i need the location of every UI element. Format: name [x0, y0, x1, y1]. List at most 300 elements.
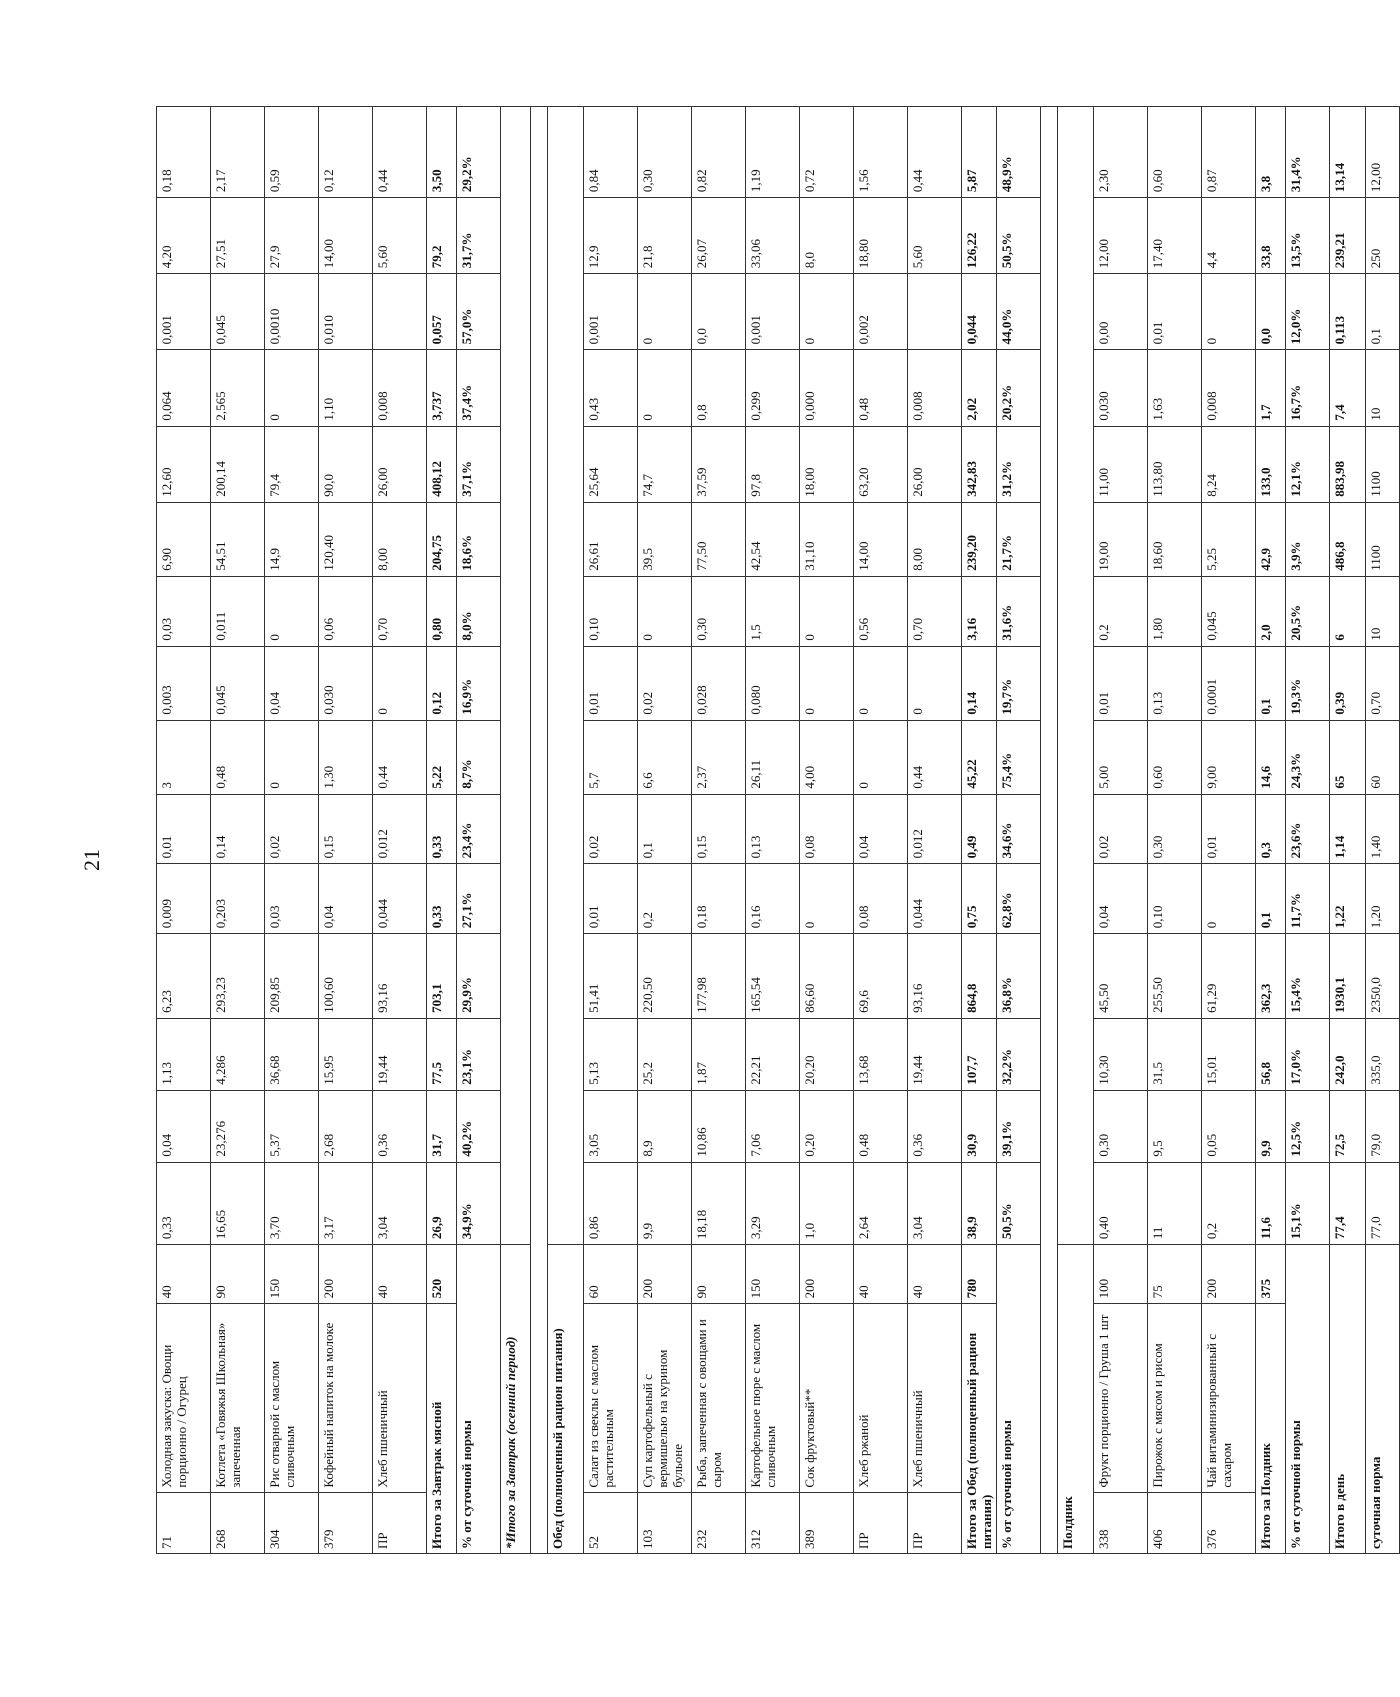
total-value-cell: 0,33 — [427, 864, 457, 934]
nutrient-value-cell: 0,02 — [1094, 794, 1148, 864]
nutrient-value-cell: 3,17 — [319, 1162, 373, 1245]
nutrient-value-cell: 16,65 — [211, 1162, 265, 1245]
recipe-number-cell: 389 — [800, 1492, 854, 1553]
percent-value-cell: 8,7% — [457, 720, 501, 794]
total-value-cell: 864,8 — [962, 934, 997, 1019]
nutrient-value-cell: 120,40 — [319, 502, 373, 576]
nutrient-value-cell: 0,59 — [265, 107, 319, 198]
daily-norm-value-cell: 10 — [1366, 576, 1400, 646]
nutrient-value-cell: 39,5 — [638, 502, 692, 576]
nutrient-value-cell: 10,30 — [1094, 1018, 1148, 1090]
daily-norm-value-cell: 1100 — [1366, 426, 1400, 502]
section-heading-empty-cell — [1058, 107, 1094, 1245]
nutrient-value-cell: 27,9 — [265, 198, 319, 274]
nutrient-value-cell: 0,44 — [373, 720, 427, 794]
nutrient-value-cell: 5,25 — [1202, 502, 1256, 576]
total-label: Итого за Завтрак мясной — [427, 1304, 457, 1554]
nutrient-value-cell: 0,04 — [265, 646, 319, 720]
recipe-number-cell: ПР — [908, 1492, 962, 1553]
nutrient-value-cell — [373, 274, 427, 350]
nutrient-value-cell: 21,8 — [638, 198, 692, 274]
total-value-cell: 126,22 — [962, 198, 997, 274]
total-value-cell: 30,9 — [962, 1090, 997, 1162]
nutrient-value-cell: 14,00 — [854, 502, 908, 576]
nutrient-value-cell: 90,0 — [319, 426, 373, 502]
percent-value-cell: 27,1% — [457, 864, 501, 934]
nutrient-value-cell: 0,30 — [638, 107, 692, 198]
nutrient-value-cell: 0 — [908, 646, 962, 720]
percent-value-cell: 8,0% — [457, 576, 501, 646]
total-value-cell: 1,7 — [1256, 350, 1286, 426]
nutrient-value-cell: 18,00 — [800, 426, 854, 502]
recipe-number-cell: 232 — [692, 1492, 746, 1553]
nutrient-value-cell: 1,56 — [854, 107, 908, 198]
table-row — [373, 107, 427, 1554]
percent-row — [1286, 107, 1330, 1554]
dish-name-cell: Картофельное пюре с маслом сливочным — [746, 1304, 800, 1492]
day-total-value-cell: 1,22 — [1330, 864, 1366, 934]
nutrient-value-cell: 0,10 — [584, 576, 638, 646]
nutrient-value-cell: 0,48 — [854, 350, 908, 426]
total-weight-cell: 375 — [1256, 1245, 1286, 1304]
percent-value-cell: 44,0% — [997, 274, 1041, 350]
total-value-cell: 11,6 — [1256, 1162, 1286, 1245]
nutrient-value-cell: 0 — [1202, 864, 1256, 934]
percent-value-cell: 48,9% — [997, 107, 1041, 198]
nutrient-value-cell: 25,2 — [638, 1018, 692, 1090]
table-row — [265, 107, 319, 1554]
nutrient-value-cell: 0,0010 — [265, 274, 319, 350]
total-value-cell: 2,02 — [962, 350, 997, 426]
nutrient-value-cell: 42,54 — [746, 502, 800, 576]
portion-weight-cell: 40 — [157, 1245, 211, 1304]
nutrient-value-cell: 0 — [638, 274, 692, 350]
nutrient-value-cell: 20,20 — [800, 1018, 854, 1090]
nutrient-value-cell: 0 — [638, 576, 692, 646]
nutrient-value-cell: 5,00 — [1094, 720, 1148, 794]
portion-weight-cell: 150 — [265, 1245, 319, 1304]
day-total-value-cell: 1930,1 — [1330, 934, 1366, 1019]
nutrient-value-cell: 69,6 — [854, 934, 908, 1019]
nutrient-value-cell: 25,64 — [584, 426, 638, 502]
nutrient-value-cell: 0,1 — [638, 794, 692, 864]
day-total-value-cell: 242,0 — [1330, 1018, 1366, 1090]
nutrient-value-cell: 8,9 — [638, 1090, 692, 1162]
total-value-cell: 0,044 — [962, 274, 997, 350]
nutrient-value-cell: 0,299 — [746, 350, 800, 426]
percent-value-cell: 31,6% — [997, 576, 1041, 646]
nutrient-value-cell: 0,2 — [1094, 576, 1148, 646]
recipe-number-cell: 406 — [1148, 1492, 1202, 1553]
nutrient-value-cell: 0 — [638, 350, 692, 426]
section-heading: Полдник — [1058, 1245, 1094, 1554]
nutrient-value-cell: 15,01 — [1202, 1018, 1256, 1090]
nutrient-value-cell: 4,4 — [1202, 198, 1256, 274]
nutrient-value-cell: 0,04 — [1094, 864, 1148, 934]
nutrient-value-cell: 0,01 — [584, 646, 638, 720]
section-gap-cell — [531, 107, 548, 1554]
nutrient-value-cell: 0,84 — [584, 107, 638, 198]
recipe-number-cell: 71 — [157, 1492, 211, 1553]
percent-value-cell: 29,2% — [457, 107, 501, 198]
nutrient-value-cell: 100,60 — [319, 934, 373, 1019]
nutrient-value-cell: 26,61 — [584, 502, 638, 576]
nutrient-value-cell: 93,16 — [908, 934, 962, 1019]
recipe-number-cell: 268 — [211, 1492, 265, 1553]
nutrient-value-cell: 5,37 — [265, 1090, 319, 1162]
nutrient-value-cell: 0,045 — [211, 646, 265, 720]
nutrient-value-cell: 4,00 — [800, 720, 854, 794]
percent-value-cell: 15,1% — [1286, 1162, 1330, 1245]
nutrient-value-cell: 0 — [265, 350, 319, 426]
percent-value-cell: 16,9% — [457, 646, 501, 720]
daily-norm-value-cell: 77,0 — [1366, 1162, 1400, 1245]
percent-value-cell: 23,6% — [1286, 794, 1330, 864]
percent-value-cell: 36,8% — [997, 934, 1041, 1019]
nutrient-value-cell: 209,85 — [265, 934, 319, 1019]
nutrient-value-cell: 0,44 — [908, 720, 962, 794]
nutrient-value-cell: 8,0 — [800, 198, 854, 274]
nutrient-value-cell: 0,30 — [1094, 1090, 1148, 1162]
portion-weight-cell: 40 — [908, 1245, 962, 1304]
total-weight-cell: 520 — [427, 1245, 457, 1304]
nutrient-value-cell: 200,14 — [211, 426, 265, 502]
day-total-label: Итого в день — [1330, 1245, 1366, 1554]
nutrient-value-cell: 0,02 — [584, 794, 638, 864]
nutrient-value-cell: 0,13 — [746, 794, 800, 864]
dish-name-cell: Хлеб ржаной — [854, 1304, 908, 1492]
nutrient-value-cell: 0,33 — [157, 1162, 211, 1245]
nutrient-value-cell: 12,60 — [157, 426, 211, 502]
nutrient-value-cell: 36,68 — [265, 1018, 319, 1090]
total-value-cell: 0,14 — [962, 646, 997, 720]
nutrient-value-cell: 0,010 — [319, 274, 373, 350]
nutrient-value-cell: 19,44 — [373, 1018, 427, 1090]
nutrient-value-cell: 77,50 — [692, 502, 746, 576]
nutrient-value-cell: 0,0 — [692, 274, 746, 350]
total-value-cell: 239,20 — [962, 502, 997, 576]
nutrient-value-cell: 18,80 — [854, 198, 908, 274]
percent-value-cell: 20,5% — [1286, 576, 1330, 646]
nutrient-value-cell: 5,60 — [373, 198, 427, 274]
nutrition-table-body — [157, 107, 1400, 1554]
nutrient-value-cell: 0,01 — [584, 864, 638, 934]
nutrient-value-cell: 0,008 — [373, 350, 427, 426]
percent-value-cell: 31,7% — [457, 198, 501, 274]
nutrient-value-cell: 0,04 — [854, 794, 908, 864]
percent-label: % от суточной нормы — [1286, 1245, 1330, 1554]
nutrient-value-cell: 0,44 — [908, 107, 962, 198]
nutrient-value-cell: 0,02 — [265, 794, 319, 864]
section-heading: Обед (полноценный рацион питания) — [548, 1245, 584, 1554]
daily-norm-value-cell: 2350,0 — [1366, 934, 1400, 1019]
nutrient-value-cell: 51,41 — [584, 934, 638, 1019]
nutrient-value-cell: 54,51 — [211, 502, 265, 576]
nutrient-value-cell: 6,90 — [157, 502, 211, 576]
table-row — [1202, 107, 1256, 1554]
nutrient-value-cell: 12,9 — [584, 198, 638, 274]
table-row — [157, 107, 211, 1554]
daily-norm-value-cell: 1100 — [1366, 502, 1400, 576]
dish-name-cell: Салат из свеклы с маслом растительным — [584, 1304, 638, 1492]
daily-norm-value-cell: 10 — [1366, 350, 1400, 426]
total-value-cell: 5,87 — [962, 107, 997, 198]
nutrient-value-cell: 113,80 — [1148, 426, 1202, 502]
nutrient-value-cell: 0,82 — [692, 107, 746, 198]
nutrient-value-cell: 0,20 — [800, 1090, 854, 1162]
dish-name-cell: Хлеб пшеничный — [373, 1304, 427, 1492]
total-value-cell: 33,8 — [1256, 198, 1286, 274]
nutrient-value-cell: 0 — [800, 274, 854, 350]
total-row — [1256, 107, 1286, 1554]
dish-name-cell: Рис отварной с маслом сливочным — [265, 1304, 319, 1492]
nutrient-value-cell: 97,8 — [746, 426, 800, 502]
nutrient-value-cell: 5,60 — [908, 198, 962, 274]
total-value-cell: 0,1 — [1256, 864, 1286, 934]
nutrient-value-cell: 0,008 — [1202, 350, 1256, 426]
total-value-cell: 42,9 — [1256, 502, 1286, 576]
portion-weight-cell: 40 — [854, 1245, 908, 1304]
nutrient-value-cell: 0,70 — [373, 576, 427, 646]
nutrient-value-cell: 1,80 — [1148, 576, 1202, 646]
note-row — [501, 107, 531, 1554]
section-gap-cell — [1041, 107, 1058, 1554]
nutrient-value-cell: 1,87 — [692, 1018, 746, 1090]
recipe-number-cell: 312 — [746, 1492, 800, 1553]
nutrient-value-cell: 1,10 — [319, 350, 373, 426]
dish-name-cell: Чай витаминизированный с сахаром — [1202, 1304, 1256, 1492]
dish-name-cell: Пирожок с мясом и рисом — [1148, 1304, 1202, 1492]
section-heading-empty-cell — [548, 107, 584, 1245]
nutrient-value-cell: 0 — [265, 576, 319, 646]
nutrient-value-cell: 0,44 — [373, 107, 427, 198]
nutrient-value-cell: 93,16 — [373, 934, 427, 1019]
dish-name-cell: Рыба, запеченная с овощами и сыром — [692, 1304, 746, 1492]
nutrient-value-cell: 0,044 — [908, 864, 962, 934]
recipe-number-cell: ПР — [854, 1492, 908, 1553]
nutrient-value-cell: 9,9 — [638, 1162, 692, 1245]
nutrient-value-cell: 74,7 — [638, 426, 692, 502]
nutrient-value-cell: 0,2 — [1202, 1162, 1256, 1245]
total-value-cell: 45,22 — [962, 720, 997, 794]
nutrient-value-cell: 27,51 — [211, 198, 265, 274]
total-value-cell: 0,80 — [427, 576, 457, 646]
percent-value-cell: 40,2% — [457, 1090, 501, 1162]
nutrient-value-cell: 86,60 — [800, 934, 854, 1019]
nutrient-value-cell: 0,011 — [211, 576, 265, 646]
nutrient-value-cell: 0,03 — [157, 576, 211, 646]
nutrient-value-cell: 8,00 — [373, 502, 427, 576]
nutrient-value-cell: 3,70 — [265, 1162, 319, 1245]
nutrient-value-cell: 0,028 — [692, 646, 746, 720]
nutrient-value-cell: 14,9 — [265, 502, 319, 576]
nutrient-value-cell: 0,36 — [908, 1090, 962, 1162]
dish-name-cell: Суп картофельный с вермишелью на курином бульоне — [638, 1304, 692, 1492]
nutrient-value-cell: 220,50 — [638, 934, 692, 1019]
nutrient-value-cell: 12,00 — [1094, 198, 1148, 274]
total-value-cell: 79,2 — [427, 198, 457, 274]
nutrient-value-cell: 2,30 — [1094, 107, 1148, 198]
day-total-value-cell: 77,4 — [1330, 1162, 1366, 1245]
total-value-cell: 3,16 — [962, 576, 997, 646]
percent-value-cell: 19,7% — [997, 646, 1041, 720]
table-row — [746, 107, 800, 1554]
dish-name-cell: Котлета «Говяжья Школьная» запеченная — [211, 1304, 265, 1492]
total-value-cell: 0,33 — [427, 794, 457, 864]
nutrient-value-cell: 0,012 — [373, 794, 427, 864]
nutrient-value-cell: 0,012 — [908, 794, 962, 864]
nutrient-value-cell: 0,60 — [1148, 107, 1202, 198]
percent-value-cell: 23,1% — [457, 1018, 501, 1090]
nutrient-value-cell: 0 — [373, 646, 427, 720]
nutrient-value-cell: 177,98 — [692, 934, 746, 1019]
nutrient-value-cell: 4,286 — [211, 1018, 265, 1090]
nutrient-value-cell: 1,13 — [157, 1018, 211, 1090]
nutrient-value-cell: 33,06 — [746, 198, 800, 274]
nutrient-value-cell: 0,003 — [157, 646, 211, 720]
total-value-cell: 362,3 — [1256, 934, 1286, 1019]
portion-weight-cell: 200 — [638, 1245, 692, 1304]
nutrient-value-cell: 255,50 — [1148, 934, 1202, 1019]
nutrient-value-cell: 0,72 — [800, 107, 854, 198]
percent-value-cell: 34,6% — [997, 794, 1041, 864]
total-value-cell: 56,8 — [1256, 1018, 1286, 1090]
percent-value-cell: 12,0% — [1286, 274, 1330, 350]
total-value-cell: 0,3 — [1256, 794, 1286, 864]
nutrient-value-cell: 0,48 — [854, 1090, 908, 1162]
nutrient-value-cell: 0,080 — [746, 646, 800, 720]
nutrient-value-cell: 3,05 — [584, 1090, 638, 1162]
percent-value-cell: 18,6% — [457, 502, 501, 576]
percent-value-cell: 50,5% — [997, 198, 1041, 274]
total-value-cell: 0,057 — [427, 274, 457, 350]
nutrient-value-cell: 14,00 — [319, 198, 373, 274]
nutrient-value-cell: 45,50 — [1094, 934, 1148, 1019]
nutrient-value-cell: 0,04 — [319, 864, 373, 934]
nutrient-value-cell: 4,20 — [157, 198, 211, 274]
nutrient-value-cell: 0,001 — [157, 274, 211, 350]
nutrient-value-cell: 0,01 — [1094, 646, 1148, 720]
nutrient-value-cell: 0,009 — [157, 864, 211, 934]
nutrient-value-cell: 0,03 — [265, 864, 319, 934]
table-row — [584, 107, 638, 1554]
dish-name-cell: Хлеб пшеничный — [908, 1304, 962, 1492]
daily-norm-value-cell: 60 — [1366, 720, 1400, 794]
nutrient-value-cell: 19,44 — [908, 1018, 962, 1090]
percent-value-cell: 75,4% — [997, 720, 1041, 794]
percent-value-cell: 17,0% — [1286, 1018, 1330, 1090]
nutrient-value-cell: 0,203 — [211, 864, 265, 934]
nutrient-value-cell: 0,04 — [157, 1090, 211, 1162]
percent-value-cell: 21,7% — [997, 502, 1041, 576]
day-total-value-cell: 0,39 — [1330, 646, 1366, 720]
percent-value-cell: 62,8% — [997, 864, 1041, 934]
nutrient-value-cell: 5,7 — [584, 720, 638, 794]
day-total-value-cell: 239,21 — [1330, 198, 1366, 274]
table-row — [908, 107, 962, 1554]
nutrient-value-cell: 0,60 — [1148, 720, 1202, 794]
nutrient-value-cell: 0,2 — [638, 864, 692, 934]
section-gap — [531, 107, 548, 1554]
nutrient-value-cell: 0,000 — [800, 350, 854, 426]
nutrient-value-cell: 0,30 — [1148, 794, 1202, 864]
nutrient-value-cell: 13,68 — [854, 1018, 908, 1090]
day-total-value-cell: 0,113 — [1330, 274, 1366, 350]
nutrient-value-cell: 0,08 — [800, 794, 854, 864]
nutrient-value-cell: 0,16 — [746, 864, 800, 934]
total-value-cell: 14,6 — [1256, 720, 1286, 794]
nutrient-value-cell: 0,14 — [211, 794, 265, 864]
percent-value-cell: 13,5% — [1286, 198, 1330, 274]
nutrient-value-cell: 3 — [157, 720, 211, 794]
nutrient-value-cell: 22,21 — [746, 1018, 800, 1090]
nutrition-table — [156, 106, 1400, 1554]
day-total-value-cell: 13,14 — [1330, 107, 1366, 198]
recipe-number-cell: 52 — [584, 1492, 638, 1553]
nutrient-value-cell: 165,54 — [746, 934, 800, 1019]
percent-value-cell: 20,2% — [997, 350, 1041, 426]
total-value-cell: 133,0 — [1256, 426, 1286, 502]
day-total-value-cell: 1,14 — [1330, 794, 1366, 864]
dish-name-cell: Кофейный напиток на молоке — [319, 1304, 373, 1492]
nutrient-value-cell: 79,4 — [265, 426, 319, 502]
nutrient-value-cell: 5,13 — [584, 1018, 638, 1090]
nutrient-value-cell: 26,11 — [746, 720, 800, 794]
nutrient-value-cell: 0,56 — [854, 576, 908, 646]
total-value-cell: 9,9 — [1256, 1090, 1286, 1162]
nutrient-value-cell: 2,17 — [211, 107, 265, 198]
nutrient-value-cell: 18,18 — [692, 1162, 746, 1245]
total-label: Итого за Полдник — [1256, 1304, 1286, 1554]
nutrient-value-cell: 0,18 — [157, 107, 211, 198]
daily-norm-value-cell: 250 — [1366, 198, 1400, 274]
percent-value-cell: 16,7% — [1286, 350, 1330, 426]
recipe-number-cell: 338 — [1094, 1492, 1148, 1553]
nutrient-value-cell: 0,36 — [373, 1090, 427, 1162]
nutrient-value-cell: 0,064 — [157, 350, 211, 426]
nutrient-value-cell: 17,40 — [1148, 198, 1202, 274]
portion-weight-cell: 90 — [211, 1245, 265, 1304]
total-value-cell: 3,50 — [427, 107, 457, 198]
table-row — [1148, 107, 1202, 1554]
nutrient-value-cell: 0,001 — [584, 274, 638, 350]
nutrient-value-cell — [908, 274, 962, 350]
daily-norm-row — [1366, 107, 1400, 1554]
nutrient-value-cell: 0 — [854, 646, 908, 720]
nutrient-value-cell: 3,04 — [908, 1162, 962, 1245]
percent-value-cell: 31,2% — [997, 426, 1041, 502]
nutrient-value-cell: 0,008 — [908, 350, 962, 426]
nutrient-value-cell: 0 — [800, 576, 854, 646]
day-total-value-cell: 65 — [1330, 720, 1366, 794]
portion-weight-cell: 200 — [319, 1245, 373, 1304]
total-value-cell: 342,83 — [962, 426, 997, 502]
total-value-cell: 408,12 — [427, 426, 457, 502]
nutrient-value-cell: 0,15 — [319, 794, 373, 864]
nutrient-value-cell: 0,70 — [908, 576, 962, 646]
nutrient-value-cell: 6,23 — [157, 934, 211, 1019]
nutrient-value-cell: 8,00 — [908, 502, 962, 576]
nutrient-value-cell: 31,5 — [1148, 1018, 1202, 1090]
percent-value-cell: 11,7% — [1286, 864, 1330, 934]
nutrient-value-cell: 0,48 — [211, 720, 265, 794]
nutrient-value-cell: 0,8 — [692, 350, 746, 426]
nutrient-value-cell: 8,24 — [1202, 426, 1256, 502]
dish-name-cell: Сок фруктовый** — [800, 1304, 854, 1492]
nutrient-value-cell: 0,030 — [319, 646, 373, 720]
nutrient-value-cell: 9,5 — [1148, 1090, 1202, 1162]
total-value-cell: 0,12 — [427, 646, 457, 720]
